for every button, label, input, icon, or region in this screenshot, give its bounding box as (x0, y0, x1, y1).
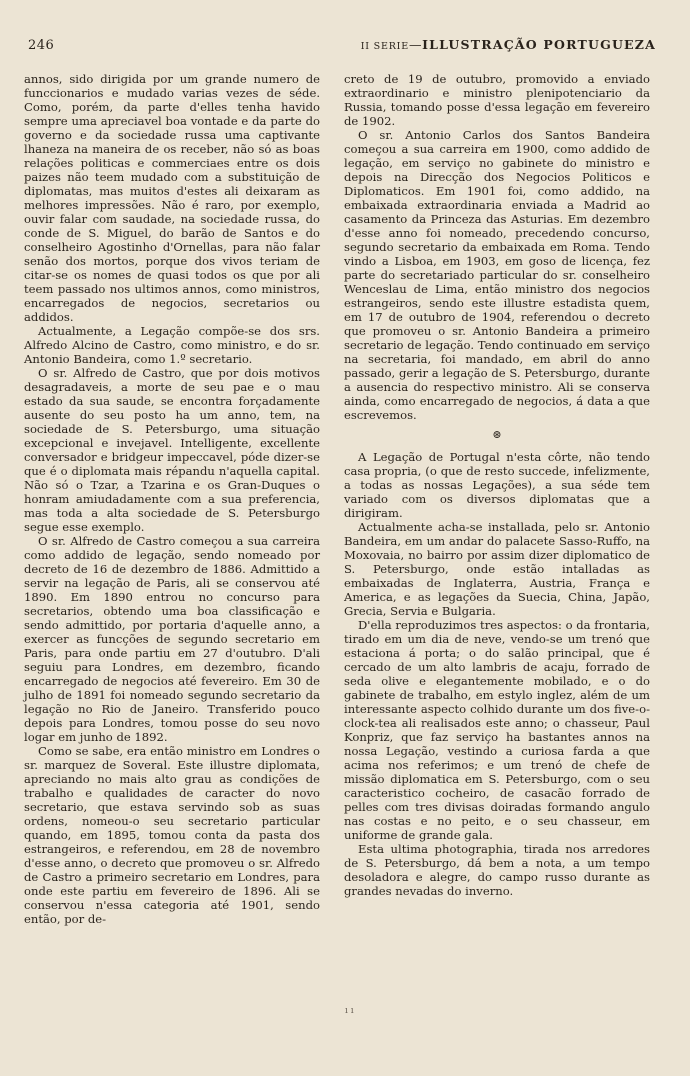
running-head (361, 37, 656, 52)
footer-mark: ı ı (345, 1006, 354, 1016)
series-label: II SERIE (360, 41, 409, 52)
publication-title: ILLUSTRAÇÃO PORTUGUEZA (422, 37, 656, 52)
paragraph: O sr. Antonio Carlos dos Santos Bandeira começou a sua carreira em 1900, como addido de legação, em serviço no gabinete do ministro e depois na Direcção dos Negocios Politicos e Diplomaticos. Em 1901 foi, como addido, na embaixada extraordinaria enviada a Madrid ao casamento da Princeza das Asturias. Em dezembro d'esse anno foi nomeado, precedendo concurso, segundo secretario da embaixada em Roma. Tendo vindo a Lisboa, em 1903, em goso de licença, fez parte do secretariado particular do sr. conselheiro Wenceslau de Lima, então ministro dos negocios estrangeiros, sendo este illustre estadista quem, em 17 de outubro de 1904, referendou o decreto que promoveu o sr. Antonio Bandeira a primeiro secretario de legação. Tendo continuado em serviço na secretaria, foi mandado, em abril do anno passado, gerir a legação de S. Petersburgo, durante a ausencia do respectivo ministro. Ali se conserva ainda, como encarregado de negocios, á data a que escrevemos. (344, 128, 650, 422)
paragraph: annos, sido dirigida por um grande numero de funccionarios e mudado varias vezes de séde. Como, porém, da parte d'elles tenha havido sempre uma apreciavel boa vontade e da parte do governo e da sociedade russa uma captivante lhaneza na maneira de os receber, não só as boas relações politicas e commerciaes entre os dois paizes não teem mudado com a substituição de diplomatas, mas muitos d'estes ali deixaram as melhores impressões. Não é raro, por exemplo, ouvir falar com saudade, na sociedade russa, do conde de S. Miguel, do barão de Santos e do conselheiro Agostinho d'Ornellas, para não falar senão dos mortos, porque dos vivos teriam de citar-se os nomes de quasi todos os que por ali teem passado nos ultimos annos, como ministros, encarregados de negocios, secretarios ou addidos. (24, 72, 320, 324)
section-ornament-icon: ⊛ (492, 428, 502, 441)
paragraph: Como se sabe, era então ministro em Londres o sr. marquez de Soveral. Este illustre diplomata, apreciando no mais alto grau as condições de trabalho e qualidades de caracter do novo secretario, que estava servindo sob as suas ordens, nomeou-o seu secretario particular quando, em 1895, tomou conta da pasta dos estrangeiros, e referendou, em 28 de novembro d'esse anno, o decreto que promoveu o sr. Alfredo de Castro a primeiro secretario em Londres, para onde este partiu em fevereiro de 1896. Ali se conservou n'essa categoria até 1901, sendo então, por de- (24, 744, 320, 926)
paragraph: creto de 19 de outubro, promovido a enviado extraordinario e ministro plenipotenciario da Russia, tomando posse d'essa legação em fevereiro de 1902. (344, 72, 650, 128)
paragraph: O sr. Alfredo de Castro, que por dois motivos desagradaveis, a morte de seu pae e o mau estado da sua saude, se encontra forçadamente ausente do seu posto ha um anno, tem, na sociedade de S. Petersburgo, uma situação excepcional e invejavel. Intelligente, excellente conversador e bridgeur impeccavel, póde dizer-se que é o diplomata mais répandu n'aquella capital. Não só o Tzar, a Tzarina e os Gran-Duques o honram amiudadamente com a sua preferencia, mas toda a alta sociedade de S. Petersburgo segue esse exemplo. (24, 366, 320, 534)
paragraph: A Legação de Portugal n'esta côrte, não tendo casa propria, (o que de resto succede, infelizmente, a todas as nossas Legações), a sua séde tem variado com os diversos diplomatas que a dirigiram. (344, 450, 650, 520)
page-header (28, 34, 656, 54)
paragraph: D'ella reproduzimos tres aspectos: o da frontaria, tirado em um dia de neve, vendo-se um trenó que estaciona á porta; o do salão principal, que é cercado de um alto lambris de acaju, forrado de seda olive e elegantemente mobilado, e o do gabinete de trabalho, em estylo inglez, além de um interessante aspecto colhido durante um dos five-o-clock-tea ali realisados este anno; o chasseur, Paul Konpriz, que faz serviço ha bastantes annos na nossa Legação, vestindo a curiosa farda a que acima nos referimos; e um trenó de chefe de missão diplomatica em S. Petersburgo, com o seu caracteristico cocheiro, de casacão forrado de pelles com tres divisas doiradas formando angulo nas costas e no peito, e o seu chasseur, em uniforme de grande gala. (344, 618, 650, 842)
paragraph: Esta ultima photographia, tirada nos arredores de S. Petersburgo, dá bem a nota, a um tempo desoladora e alegre, do campo russo durante as grandes nevadas do inverno. (344, 842, 650, 898)
paragraph: Actualmente acha-se installada, pelo sr. Antonio Bandeira, em um andar do palacete Sasso-Ruffo, na Moxovaia, no bairro por assim dizer diplomatico de S. Petersburgo, onde estão intalladas as embaixadas de Inglaterra, Austria, França e America, e as legações da Suecia, China, Japão, Grecia, Servia e Bulgaria. (344, 520, 650, 618)
left-column (24, 72, 320, 926)
paragraph: Actualmente, a Legação compõe-se dos srs. Alfredo Alcino de Castro, como ministro, e do sr. Antonio Bandeira, como 1.º secretario. (24, 324, 320, 366)
running-head-separator: — (408, 37, 423, 52)
right-column (344, 72, 650, 898)
page-number: 246 (28, 38, 55, 53)
paragraph: O sr. Alfredo de Castro começou a sua carreira como addido de legação, sendo nomeado por decreto de 16 de dezembro de 1886. Admittido a servir na legação de Paris, ali se conservou até 1890. Em 1890 entrou no concurso para secretarios, obtendo uma boa classificação e sendo admittido, por portaria d'aquelle anno, a exercer as funcções de segundo secretario em Paris, para onde partiu em 27 d'outubro. D'ali seguiu para Londres, em dezembro, ficando encarregado de negocios até fevereiro. Em 30 de julho de 1891 foi nomeado segundo secretario da legação no Rio de Janeiro. Transferido pouco depois para Londres, tomou posse do seu novo logar em junho de 1892. (24, 534, 320, 744)
